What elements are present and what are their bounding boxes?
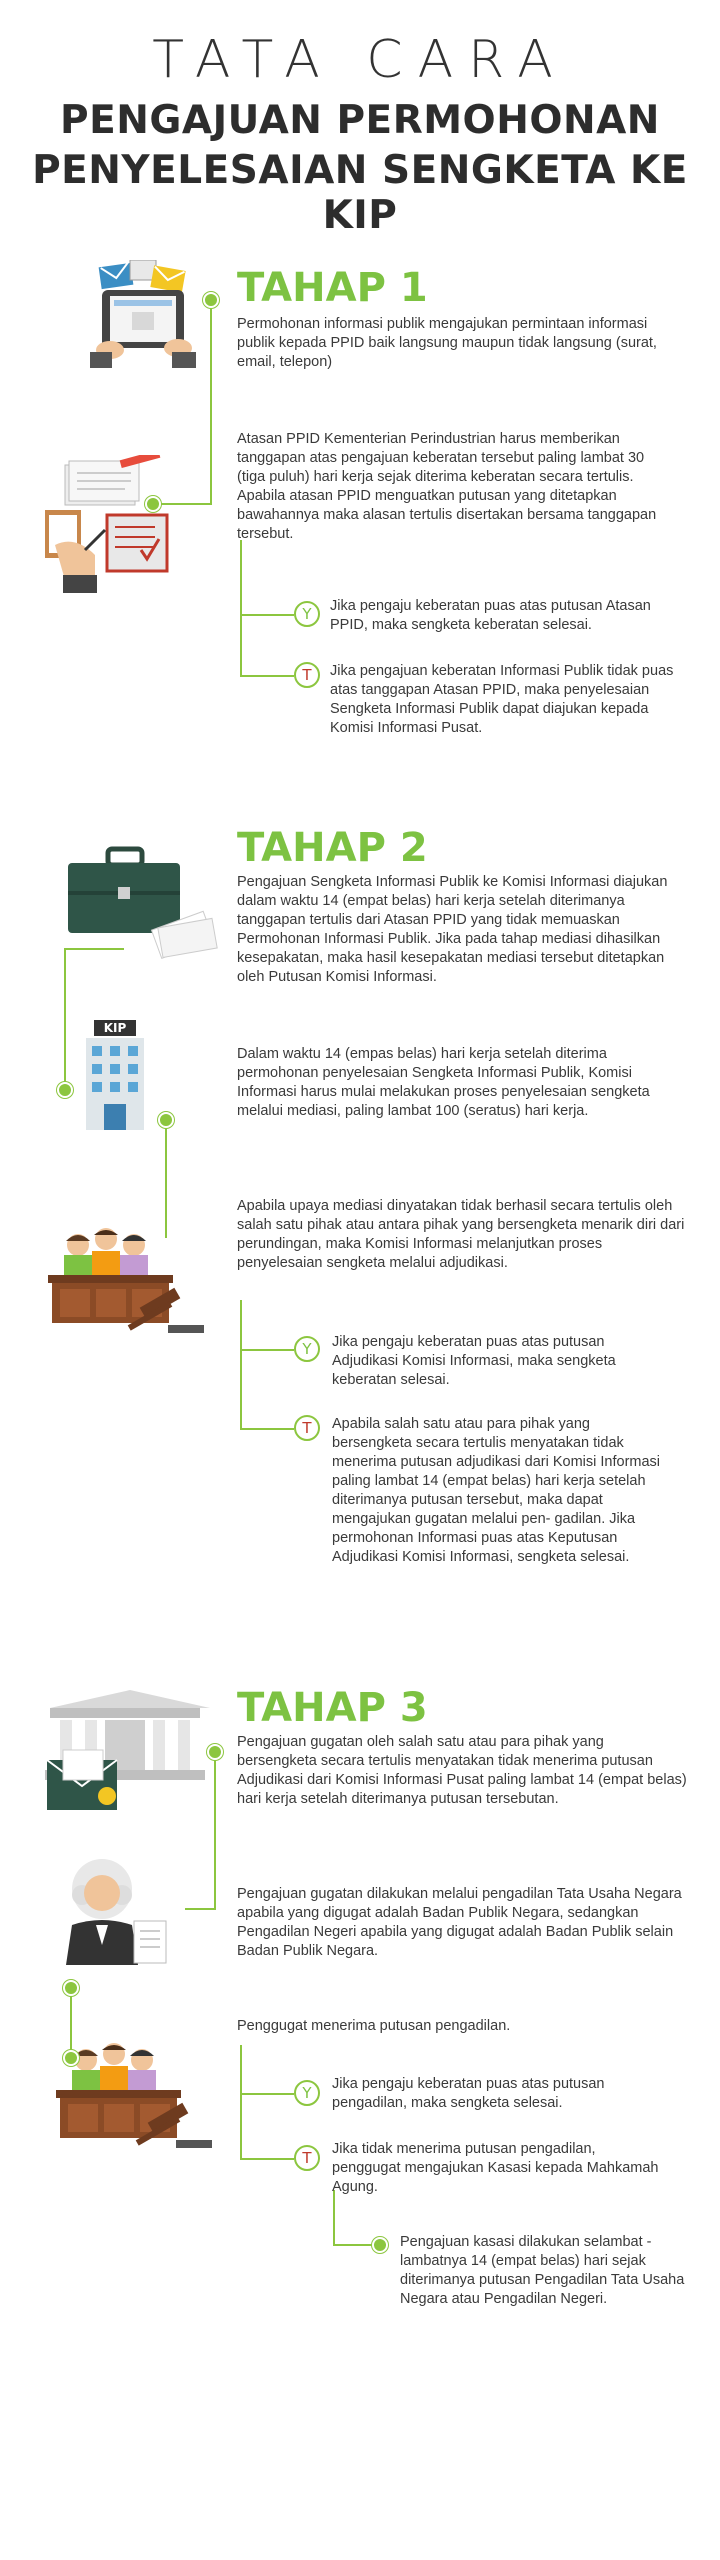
stage-3-no-text: Jika tidak menerima putusan pengadilan, penggugat mengajukan Kasasi kepada Mahkamah Agung.	[332, 2141, 659, 2195]
connector-line	[185, 1908, 216, 1910]
connector-dot	[63, 2050, 79, 2066]
courthouse-letter-icon	[45, 1690, 210, 1815]
connector-line	[165, 1128, 167, 1238]
connector-dot	[158, 1112, 174, 1128]
briefcase-icon	[60, 845, 220, 965]
connector-dot	[145, 496, 161, 512]
connector-line	[240, 2158, 294, 2160]
connector-line	[210, 308, 212, 503]
stage-2-title: TAHAP 2	[237, 825, 428, 871]
stage-3-text-1: Pengajuan gugatan oleh salah satu atau para pihak yang bersengketa secara tertulis menyatakan tidak menerima putusan Adjudikasi dari Komisi Informasi Pusat paling lambat 14 (empat belas) hari kerja setelah diterimanya putusan tersebutan.	[237, 1734, 687, 1807]
connector-line	[240, 1300, 242, 1430]
connector-dot	[57, 1082, 73, 1098]
stage-3-yes-text: Jika pengaju keberatan puas atas putusan pengadilan, maka sengketa selesai.	[332, 2076, 605, 2111]
yes-badge: Y	[294, 1336, 320, 1362]
connector-dot	[207, 1744, 223, 1760]
connector-line	[240, 540, 242, 675]
connector-dot	[63, 1980, 79, 1996]
stage-3-title: TAHAP 3	[237, 1685, 428, 1731]
connector-line	[70, 1996, 72, 2056]
connector-line	[64, 948, 124, 950]
stage-2-yes-text: Jika pengaju keberatan puas atas putusan Adjudikasi Komisi Informasi, maka sengketa keberatan selesai.	[332, 1334, 616, 1388]
connector-line	[64, 948, 66, 1088]
documents-clipboard-icon	[45, 455, 180, 595]
stage-1-text-1: Permohonan informasi publik mengajukan permintaan informasi publik kepada PPID baik langsung maupun tidak langsung (surat, email, telepon)	[237, 316, 657, 370]
yes-badge: Y	[294, 2080, 320, 2106]
stage-2-text-1: Pengajuan Sengketa Informasi Publik ke Komisi Informasi diajukan dalam waktu 14 (empat belas) hari kerja setelah diterimanya tanggapan tertulis dari Atasan PPID yang tidak memuaskan Permohonan Informasi Publik. Jika pada tahap mediasi dihasilkan kesepakatan, maka hasil kesepakatan mediasi tersebut ditetapkan oleh Putusan Komisi Informasi.	[237, 874, 668, 985]
connector-line	[240, 1349, 294, 1351]
header-tata-cara: TATA CARA	[152, 30, 568, 90]
connector-line	[333, 2190, 335, 2245]
stage-2-text-3: Apabila upaya mediasi dinyatakan tidak berhasil secara tertulis oleh salah satu pihak atau antara pihak yang bersengketa menarik diri dari perundingan, maka Komisi Informasi melanjutkan proses penyelesaian sengketa melalui adjudikasi.	[237, 1198, 685, 1271]
reject-badge: T	[294, 2145, 320, 2171]
stage-1-no-text: Jika pengajuan keberatan Informasi Publik tidak puas atas tanggapan Atasan PPID, maka penyelesaian Sengketa Informasi Publik dapat diajukan kepada Komisi Informasi Pusat.	[330, 663, 674, 736]
connector-line	[333, 2244, 375, 2246]
stage-1-yes-text: Jika pengaju keberatan puas atas putusan Atasan PPID, maka sengketa keberatan selesai.	[330, 598, 651, 633]
stage-1-text-2: Atasan PPID Kementerian Perindustrian harus memberikan tanggapan atas pengajuan keberatan tersebut paling lambat 30 (tiga puluh) hari kerja sejak diterima keberatan secara tertulis. Apabila atasan PPID menguatkan putusan yang ditetapkan bawahannya maka alasan tertulis disertakan bersama tanggapan tersebut.	[237, 431, 657, 542]
connector-dot	[203, 292, 219, 308]
stage-2-no-text: Apabila salah satu atau para pihak yang bersengketa secara tertulis menyatakan tidak menerima putusan adjudikasi dari Komisi Informasi paling lambat 14 (empat belas) hari kerja setelah diterimanya putusan tersebut, maka dapat mengajukan gugatan melalui pen- gadilan. Jika permohonan Informasi puas atas Keputusan Adjudikasi Komisi Informasi, sengketa selesai.	[332, 1416, 661, 1565]
reject-badge: T	[294, 1415, 320, 1441]
stage-3-kasasi-text: Pengajuan kasasi dilakukan selambat - lambatnya 14 (empat belas) hari sejak diterimanya putusan Pengadilan Tata Usaha Negara atau Pengadilan Negeri.	[400, 2234, 685, 2307]
header-pengajuan: PENGAJUAN PERMOHONAN	[60, 98, 660, 143]
stage-3-text-3: Penggugat menerima putusan pengadilan.	[237, 2018, 511, 2034]
mediation-court-icon	[48, 1225, 208, 1345]
yes-badge: Y	[294, 601, 320, 627]
connector-line	[240, 675, 294, 677]
kip-building-icon	[80, 1020, 150, 1130]
connector-dot	[372, 2237, 388, 2253]
reject-badge: T	[294, 662, 320, 688]
connector-line	[160, 503, 212, 505]
connector-line	[240, 1428, 294, 1430]
tablet-mail-icon	[80, 260, 205, 375]
judge-icon	[62, 1855, 172, 1965]
connector-line	[240, 614, 294, 616]
stage-2-text-2: Dalam waktu 14 (empas belas) hari kerja setelah diterima permohonan penyelesaian Sengketa Informasi Publik, Komisi Informasi harus mulai melakukan proses penyelesaian sengketa melalui mediasi, paling lambat 100 (seratus) hari kerja.	[237, 1046, 650, 1119]
connector-line	[214, 1760, 216, 1910]
stage-3-text-2: Pengajuan gugatan dilakukan melalui pengadilan Tata Usaha Negara apabila yang digugat adalah Badan Publik Negara, sedangkan Pengadilan Negeri apabila yang digugat adalah Badan Publik selain Badan Publik Negara.	[237, 1886, 682, 1959]
connector-line	[240, 2045, 242, 2160]
stage-1-title: TAHAP 1	[237, 265, 428, 311]
connector-line	[240, 2093, 294, 2095]
header-penyelesaian: PENYELESAIAN SENGKETA KE KIP	[32, 148, 688, 238]
kip-sign: KIP	[103, 1021, 127, 1035]
